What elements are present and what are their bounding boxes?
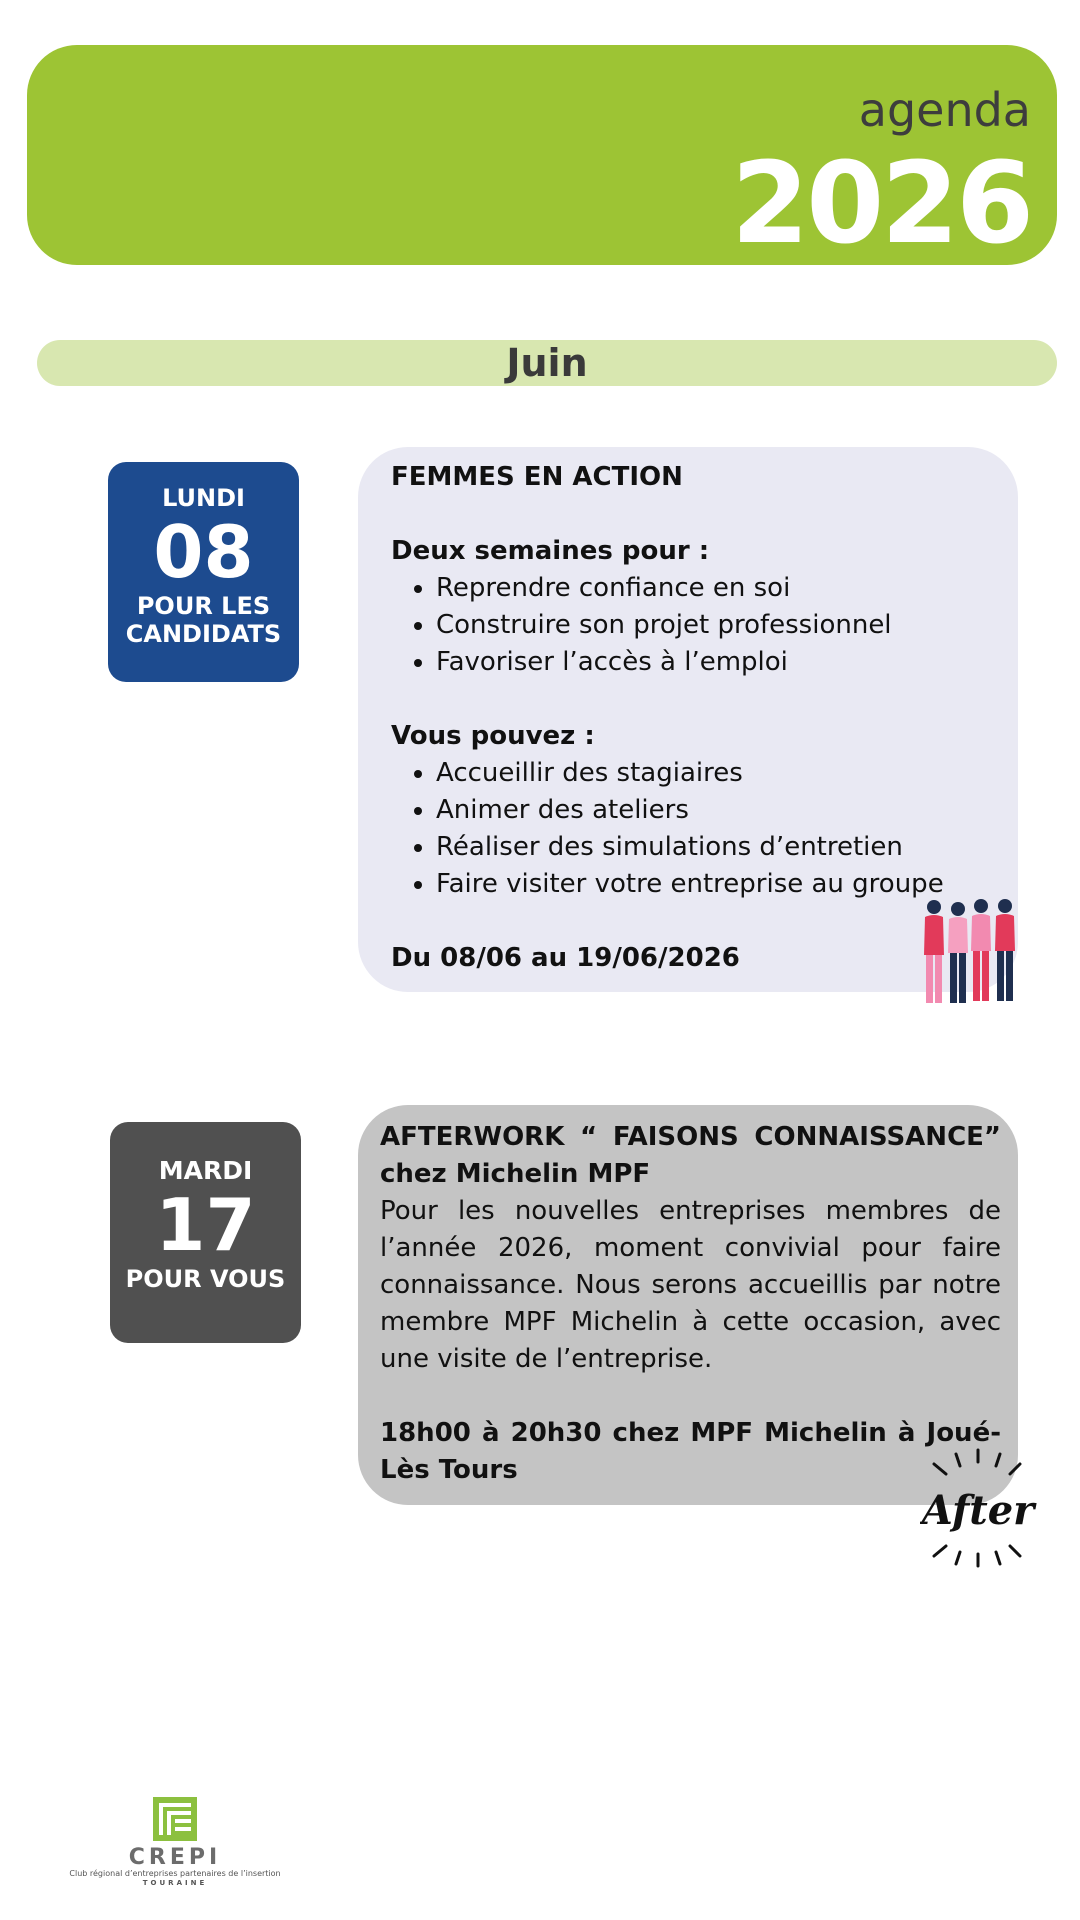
list-item: • Accueillir des stagiaires — [436, 755, 988, 792]
after-badge — [920, 1448, 1040, 1568]
event1-section1-list — [391, 570, 988, 681]
agenda-label: agenda — [858, 83, 1031, 137]
list-item: • Animer des ateliers — [436, 792, 988, 829]
event2-day-number: 17 — [155, 1183, 256, 1267]
event1-section2-list — [391, 755, 988, 903]
crepi-logo-name: CREPI — [128, 1845, 222, 1870]
event2-title: AFTERWORK “ FAISONS CONNAISSANCE” chez Michelin MPF — [380, 1122, 1001, 1189]
crepi-logo-mark — [151, 1795, 199, 1843]
event1-day-number: 08 — [153, 510, 254, 594]
event2-date-box — [110, 1122, 301, 1343]
event1-dates: Du 08/06 au 19/06/2026 — [391, 943, 740, 973]
event2-description: Pour les nouvelles entreprises membres de l’année 2026, moment convivial pour faire connaissance. Nous serons accueillis par notre membre MPF Michelin à cette occasion, avec une visite de l’entreprise. — [380, 1196, 1001, 1374]
crepi-logo-region: TOURAINE — [142, 1879, 208, 1887]
list-item: • Construire son projet professionnel — [436, 607, 988, 644]
agenda-year: 2026 — [731, 139, 1031, 269]
list-item: • Réaliser des simulations d’entretien — [436, 829, 988, 866]
event1-day-name: LUNDI — [162, 484, 245, 512]
list-item: • Faire visiter votre entreprise au groupe — [436, 866, 988, 903]
event2-audience: POUR VOUS — [125, 1265, 286, 1293]
event1-audience-line2: CANDIDATS — [125, 620, 282, 648]
event2-card — [358, 1105, 1018, 1505]
event2-schedule: 18h00 à 20h30 chez MPF Michelin à Joué-Lès Tours — [380, 1418, 1001, 1485]
event1-section2-title: Vous pouvez : — [391, 721, 595, 751]
women-group-illustration — [916, 893, 1026, 1013]
list-item: • Reprendre confiance en soi — [436, 570, 988, 607]
crepi-logo-subtitle: Club régional d’entreprises partenaires de l’insertion — [69, 1869, 281, 1878]
event1-title: FEMMES EN ACTION — [391, 462, 683, 492]
event2-day-name: MARDI — [158, 1156, 253, 1185]
agenda-header — [27, 45, 1057, 269]
after-badge-text: After — [921, 1487, 1035, 1534]
crepi-logo — [55, 1795, 295, 1888]
event1-audience-line1: POUR LES — [136, 592, 271, 620]
month-banner: Juin — [37, 340, 1057, 386]
event1-date-box — [108, 462, 299, 682]
event1-section1-title: Deux semaines pour : — [391, 536, 710, 566]
list-item: • Favoriser l’accès à l’emploi — [436, 644, 988, 681]
